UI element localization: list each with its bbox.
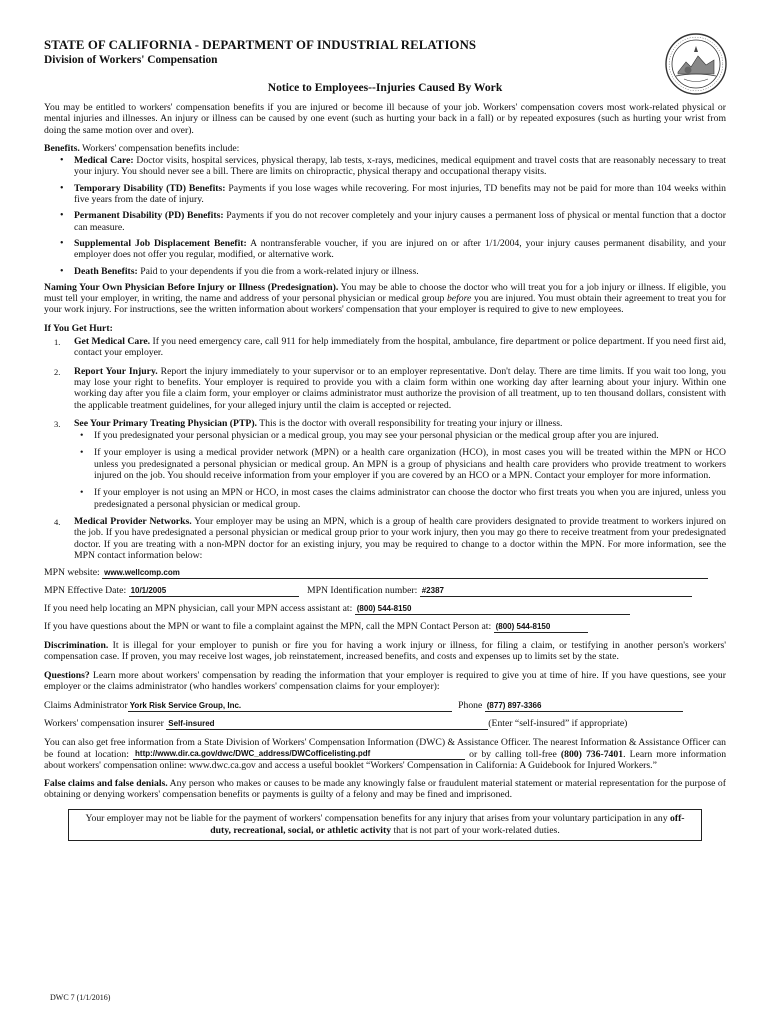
notice-box-text: that is not part of your work-related duties. bbox=[391, 824, 560, 836]
false-claims-text: Any person who makes or causes to be made any knowingly false or fraudulent material statement or material representation for the purpose of obtaining or denying workers' compensation benefits or payments is guilty of a felony and may be fined and imprisoned. bbox=[44, 778, 726, 801]
ptp-bullet: • If your employer is not using an MPN or HCO, in most cases the claims administrator can choose the doctor who first treats you when you are injured, unless you predesignated a personal physician or medical group. bbox=[74, 487, 726, 510]
hurt-step bbox=[44, 336, 726, 359]
predesignation-emphasis: before bbox=[446, 293, 472, 305]
benefit-text: Doctor visits, hospital services, physical therapy, lab tests, x-rays, medicines, medical equipment and travel costs that are reasonably necessary to treat your injury. You should never see a bill. There are limits on chiropractic, physical therapy and occupational therapy visits. bbox=[74, 155, 726, 178]
ptp-bullet: • If your employer is using a medical provider network (MPN) or a health care organization (HCO), in most cases you will be treated within the MPN or HCO unless you predesignated a personal physician or medical group. An MPN is a group of physicians and health care providers who provide treatment to workers injured on the job. You should receive information from your employer if you are covered by an HCO or a MPN. Contact your employer for more information. bbox=[74, 447, 726, 481]
insurer-note: (Enter “self-insured” if appropriate) bbox=[488, 718, 628, 730]
ptp-bullet: • If you predesignated your personal physician or a medical group, you may see your personal physician or the medical group after you are injured. bbox=[74, 430, 726, 441]
hurt-heading-label: If You Get Hurt: bbox=[44, 322, 113, 334]
notice-box-emphasis: off-duty, recreational, social, or athletic activity bbox=[210, 812, 685, 836]
insurer-row bbox=[44, 718, 726, 730]
questions-paragraph bbox=[44, 670, 726, 693]
step-term: Get Medical Care. bbox=[74, 336, 151, 348]
mpn-id-field[interactable]: #2387 bbox=[420, 585, 692, 597]
step-number: 3. bbox=[54, 418, 61, 429]
dwc-text: You can also get free information from a State Division of Workers' Compensation Information (DWC) & Assistance Officer. The nearest Information & Assistance Officer can be found at location: bbox=[44, 737, 726, 760]
step-text: Your employer may be using an MPN, which is a group of health care providers designated to provide treatment to workers injured on the job. If you have predesignated a personal physician or medical group prior to your work injury, then you may go there to receive treatment from your predesignated doctor. If you are treating with a non-MPN doctor for an existing injury, you may be required to change to a doctor within the MPN. For more information, see the MPN contact information below: bbox=[74, 515, 726, 561]
page-title: Notice to Employees--Injuries Caused By Work bbox=[267, 81, 503, 94]
benefit-item bbox=[44, 155, 726, 178]
dwc-text: by calling toll-free bbox=[481, 748, 561, 760]
if-you-get-hurt-section bbox=[44, 323, 726, 561]
phone-label: Phone bbox=[458, 700, 483, 712]
claims-admin-label: Claims Administrator bbox=[44, 700, 128, 712]
division-title: Division of Workers' Compensation bbox=[44, 54, 218, 66]
benefit-term: Medical Care: bbox=[74, 155, 134, 167]
claims-admin-row bbox=[44, 700, 726, 712]
benefits-label: Benefits. bbox=[44, 142, 80, 154]
predesignation-text: you are injured. You must obtain their agreement to treat you for your work injury. For instructions, see the written information about workers' compensation that your employer is required to give to new employees. bbox=[44, 293, 726, 316]
insurer-label: Workers' compensation insurer bbox=[44, 718, 164, 730]
benefit-text: A nontransferable voucher, if you are injured on or after 1/1/2004, your injury causes permanent disability, and your employer does not offer you regular, modified, or alternative work. bbox=[74, 237, 726, 261]
discrimination-paragraph bbox=[44, 640, 726, 663]
agency-title: STATE OF CALIFORNIA - DEPARTMENT OF INDUSTRIAL RELATIONS bbox=[44, 38, 477, 52]
mpn-access-label: If you need help locating an MPN physician, call your MPN access assistant at: bbox=[44, 603, 353, 615]
dwc-or: or bbox=[469, 748, 478, 760]
mpn-contact-row bbox=[44, 621, 726, 633]
hurt-step bbox=[44, 366, 726, 411]
hurt-step bbox=[44, 516, 726, 561]
benefit-term: Permanent Disability (PD) Benefits: bbox=[74, 210, 224, 222]
benefits-section bbox=[44, 143, 726, 277]
benefit-item bbox=[44, 183, 726, 206]
predesignation-label: Naming Your Own Physician Before Injury or Illness (Predesignation). bbox=[44, 281, 339, 293]
mpn-website-row bbox=[44, 567, 726, 579]
predesignation-paragraph bbox=[44, 282, 726, 316]
phone-field[interactable]: (877) 897-3366 bbox=[485, 700, 683, 712]
questions-label: Questions? bbox=[44, 669, 90, 681]
hurt-heading bbox=[44, 323, 726, 334]
benefit-term: Temporary Disability (TD) Benefits: bbox=[74, 182, 226, 194]
mpn-access-row bbox=[44, 603, 726, 615]
benefit-text: Payments if you do not recover completely and your injury causes a permanent loss of physical or mental function that a doctor can measure. bbox=[74, 210, 726, 233]
false-claims-paragraph bbox=[44, 778, 726, 801]
discrimination-label: Discrimination. bbox=[44, 640, 109, 652]
mpn-fields bbox=[44, 567, 726, 633]
dwc-text: . Learn more information about workers' compensation online: www.dwc.ca.gov and access a useful booklet “Workers' Compensation in California: A Guidebook for Injured Workers.” bbox=[44, 748, 727, 771]
predesignation-text: You may be able to choose the doctor who will treat you for a job injury or illness. If eligible, you must tell your employer, in writing, the name and address of your personal physician or medical group bbox=[44, 281, 726, 305]
false-claims-label: False claims and false denials. bbox=[44, 778, 168, 790]
mpn-effective-date-field[interactable]: 10/1/2005 bbox=[129, 585, 299, 597]
hurt-step bbox=[44, 418, 726, 510]
benefit-item bbox=[44, 266, 726, 277]
notice-box-text: Your employer may not be liable for the payment of workers' compensation benefits for any injury that arises from your voluntary participation in any bbox=[85, 812, 671, 824]
step-text: If you need emergency care, call 911 for help immediately from the hospital, ambulance, fire department or police department. If you need first aid, contact your employer. bbox=[74, 336, 726, 359]
intro-paragraph: You may be entitled to workers' compensation benefits if you are injured or become ill because of your job. Workers' compensation covers most work-related physical or mental injuries and illnesses. An injury or illness can be caused by one event (such as hurting your back in a fall) or by repeated exposures (such as hurting your wrist from doing the same motion over and over). bbox=[44, 102, 726, 136]
discrimination-text: It is illegal for your employer to punish or fire you for having a work injury or illness, for filing a claim, or testifying in another person's workers' compensation case. If proven, you may receive lost wages, job reinstatement, increased benefits, and costs and expenses up to limits set by the state. bbox=[44, 640, 726, 663]
step-number: 4. bbox=[54, 516, 61, 527]
mpn-contact-label: If you have questions about the MPN or want to file a complaint against the MPN, call the MPN Contact Person at: bbox=[44, 621, 492, 633]
step-term: Report Your Injury. bbox=[74, 365, 158, 377]
state-seal-icon bbox=[664, 32, 728, 96]
benefit-text: Payments if you lose wages while recovering. For most injuries, TD benefits may not be paid for more than 104 weeks within five years from the date of injury. bbox=[74, 182, 726, 206]
mpn-website-field[interactable]: www.wellcomp.com bbox=[102, 567, 708, 579]
benefits-lead: Workers' compensation benefits include: bbox=[79, 142, 240, 154]
questions-text: Learn more about workers' compensation by reading the information that your employer is required to give you at time of hire. If you have questions, see your employer or the claims administrator (who handles workers' compensation claims for your employer): bbox=[44, 669, 726, 692]
hurt-steps bbox=[44, 336, 726, 561]
step-number: 1. bbox=[54, 337, 61, 348]
notice-box bbox=[68, 809, 702, 842]
step-number: 2. bbox=[54, 366, 61, 377]
benefit-item bbox=[44, 210, 726, 233]
dwc-phone: (800) 736-7401 bbox=[560, 748, 624, 760]
benefit-text: Paid to your dependents if you die from a work-related injury or illness. bbox=[137, 265, 419, 277]
benefit-term: Supplemental Job Displacement Benefit: bbox=[74, 237, 247, 249]
mpn-website-label: MPN website: bbox=[44, 567, 100, 579]
benefits-list bbox=[44, 155, 726, 277]
claims-admin-field[interactable]: York Risk Service Group, Inc. bbox=[128, 700, 452, 712]
mpn-access-field[interactable]: (800) 544-8150 bbox=[355, 603, 630, 615]
benefit-item bbox=[44, 238, 726, 261]
step-text: Report the injury immediately to your supervisor or to an employer representative. Don't delay. There are time limits. If you wait too long, you may lose your right to benefits. Your employer is required to provide you with a claim form within one working day after learning about your injury. Within one working day after you file a claim form, your employer or claims administrator must authorize the provision of all treatment, up to ten thousand dollars, consistent with the applicable treatment guidelines, for your alleged injury until the claim is accepted or rejected. bbox=[74, 365, 726, 411]
mpn-contact-field[interactable]: (800) 544-8150 bbox=[494, 621, 588, 633]
form-id: DWC 7 (1/1/2016) bbox=[50, 993, 111, 1002]
dwc-paragraph bbox=[44, 737, 726, 771]
step-term: Medical Provider Networks. bbox=[74, 515, 192, 527]
step-text: This is the doctor with overall responsibility for treating your injury or illness. bbox=[256, 417, 563, 429]
claims-fields bbox=[44, 700, 726, 730]
ptp-bullets bbox=[74, 430, 726, 510]
mpn-effective-date-label: MPN Effective Date: bbox=[44, 585, 127, 597]
benefits-heading bbox=[44, 143, 726, 154]
insurer-field[interactable]: Self-insured bbox=[166, 718, 488, 730]
benefit-term: Death Benefits: bbox=[74, 265, 138, 277]
dwc-location-field[interactable]: http://www.dir.ca.gov/dwc/DWC_address/DWCofficelisting.pdf bbox=[133, 749, 465, 760]
mpn-id-label: MPN Identification number: bbox=[306, 585, 418, 597]
step-term: See Your Primary Treating Physician (PTP). bbox=[74, 417, 257, 429]
mpn-date-row bbox=[44, 585, 726, 597]
